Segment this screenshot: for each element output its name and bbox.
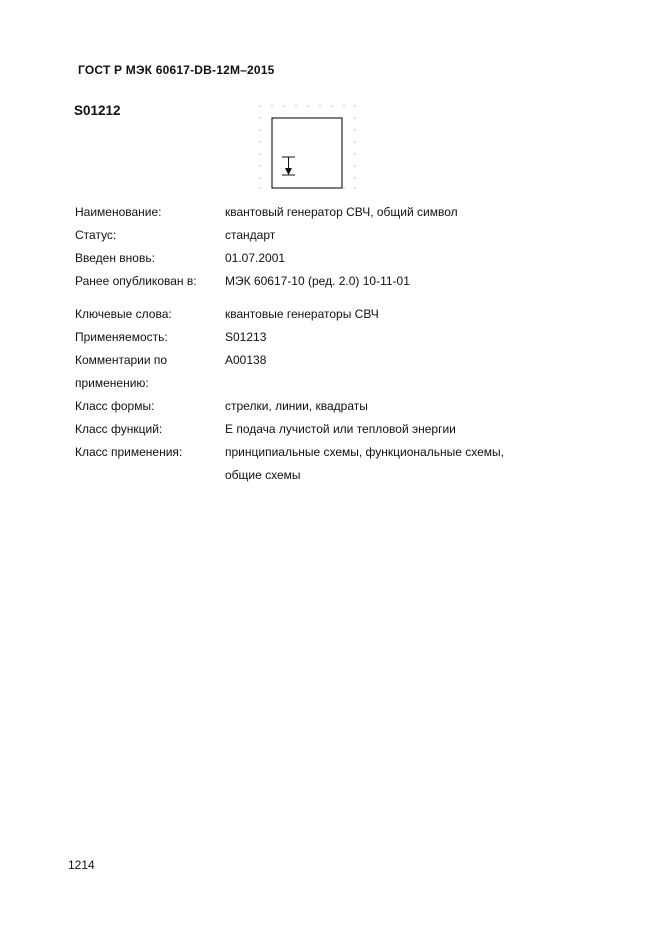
field-label: Ранее опубликован в: xyxy=(75,274,197,288)
page-number: 1214 xyxy=(68,858,95,872)
field-label: применению: xyxy=(75,376,149,390)
document-header: ГОСТ Р МЭК 60617-DB-12M–2015 xyxy=(78,63,275,77)
symbol-code: S01212 xyxy=(74,103,121,118)
field-value: 01.07.2001 xyxy=(225,251,286,265)
field-value: стрелки, линии, квадраты xyxy=(225,399,368,413)
field-value: общие схемы xyxy=(225,468,301,482)
field-value: МЭК 60617-10 (ред. 2.0) 10-11-01 xyxy=(225,274,410,288)
field-label: Комментарии по xyxy=(75,353,168,367)
field-label: Статус: xyxy=(75,228,117,242)
field-label: Класс функций: xyxy=(75,422,163,436)
field-value: A00138 xyxy=(225,353,267,367)
field-label: Наименование: xyxy=(75,205,162,219)
field-value: квантовый генератор СВЧ, общий символ xyxy=(225,205,458,219)
field-value: принципиальные схемы, функциональные схемы, xyxy=(225,445,504,459)
field-label: Класс применения: xyxy=(75,445,183,459)
field-value: стандарт xyxy=(225,228,276,242)
field-value: E подача лучистой или тепловой энергии xyxy=(225,422,456,436)
field-value: квантовые генераторы СВЧ xyxy=(225,307,379,321)
field-label: Введен вновь: xyxy=(75,251,155,265)
field-label: Применяемость: xyxy=(75,330,168,344)
field-label: Ключевые слова: xyxy=(75,307,172,321)
field-value: S01213 xyxy=(225,330,267,344)
field-label: Класс формы: xyxy=(75,399,155,413)
maser-symbol-icon xyxy=(258,104,358,190)
